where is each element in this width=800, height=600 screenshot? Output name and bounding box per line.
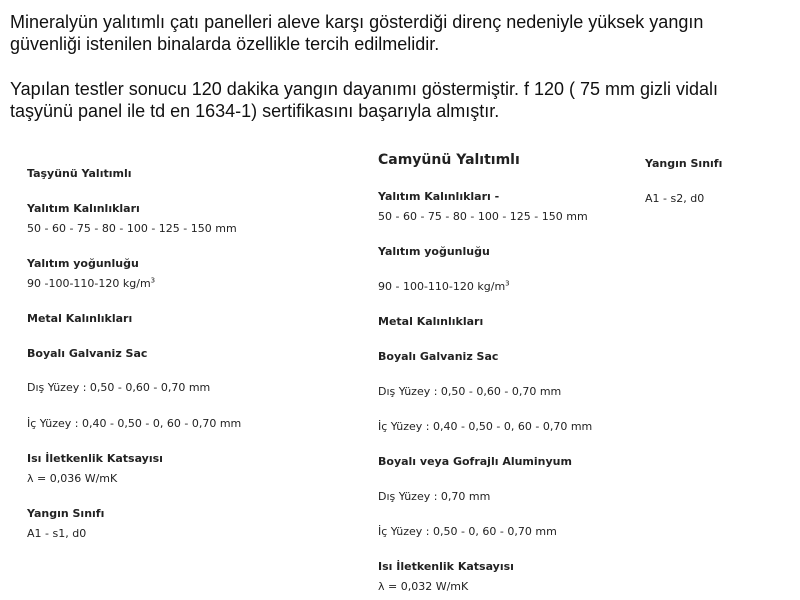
intro-paragraph-1-line-2: güvenliği istenilen binalarda özellikle tercih edilmelidir. [10, 34, 440, 54]
intro-paragraph-2-line-1: Yapılan testler sonucu 120 dakika yangın dayanımı göstermiştir. f 120 ( 75 mm gizli vidalı [10, 79, 719, 99]
glasswool-outer-surface-2: Dış Yüzey : 0,70 mm [378, 490, 491, 503]
intro-paragraph-1-line-1: Mineralyün yalıtımlı çatı panelleri aleve karşı gösterdiği direnç nedeniyle yüksek yangın [10, 12, 704, 32]
rockwool-density-number: 90 -100-110-120 kg/m [27, 277, 151, 290]
glasswool-title: Camyünü Yalıtımlı [378, 152, 520, 168]
glasswool-fire-class-value: A1 - s2, d0 [645, 192, 705, 205]
rockwool-density-value [27, 277, 155, 291]
glasswool-inner-surface: İç Yüzey : 0,40 - 0,50 - 0, 60 - 0,70 mm [378, 420, 593, 433]
glasswool-conductivity-value: λ = 0,032 W/mK [378, 580, 469, 593]
glasswool-outer-surface: Dış Yüzey : 0,50 - 0,60 - 0,70 mm [378, 385, 562, 398]
glasswool-density-value [378, 280, 510, 294]
rockwool-density-label: Yalıtım yoğunluğu [27, 257, 139, 270]
rockwool-outer-surface: Dış Yüzey : 0,50 - 0,60 - 0,70 mm [27, 381, 211, 394]
glasswool-thickness-label: Yalıtım Kalınlıkları - [378, 190, 500, 203]
glasswool-inner-surface-2: İç Yüzey : 0,50 - 0, 60 - 0,70 mm [378, 525, 557, 538]
glasswool-fire-class-label: Yangın Sınıfı [645, 157, 723, 170]
rockwool-sheet-label: Boyalı Galvaniz Sac [27, 347, 148, 360]
glasswool-sheet2-label: Boyalı veya Gofrajlı Aluminyum [378, 455, 572, 468]
rockwool-conductivity-label: Isı İletkenlik Katsayısı [27, 452, 163, 465]
glasswool-density-number: 90 - 100-110-120 kg/m [378, 280, 506, 293]
intro-paragraph-2 [10, 78, 718, 122]
glasswool-conductivity-label: Isı İletkenlik Katsayısı [378, 560, 514, 573]
glasswool-density-superscript: 3 [505, 279, 510, 288]
rockwool-thickness-value: 50 - 60 - 75 - 80 - 100 - 125 - 150 mm [27, 222, 237, 235]
rockwool-metal-label: Metal Kalınlıkları [27, 312, 133, 325]
intro-paragraph-1 [10, 11, 703, 55]
glasswool-metal-label: Metal Kalınlıkları [378, 315, 484, 328]
rockwool-title: Taşyünü Yalıtımlı [27, 167, 132, 180]
glasswool-thickness-value: 50 - 60 - 75 - 80 - 100 - 125 - 150 mm [378, 210, 588, 223]
glasswool-density-label: Yalıtım yoğunluğu [378, 245, 490, 258]
intro-paragraph-2-line-2: taşyünü panel ile td en 1634-1) sertifikasını başarıyla almıştır. [10, 101, 500, 121]
glasswool-sheet-label: Boyalı Galvaniz Sac [378, 350, 499, 363]
rockwool-inner-surface: İç Yüzey : 0,40 - 0,50 - 0, 60 - 0,70 mm [27, 417, 242, 430]
rockwool-density-superscript: 3 [150, 276, 156, 285]
rockwool-fire-class-value: A1 - s1, d0 [27, 527, 87, 540]
rockwool-thickness-label: Yalıtım Kalınlıkları [27, 202, 140, 215]
rockwool-conductivity-value: λ = 0,036 W/mK [27, 472, 118, 485]
rockwool-fire-class-label: Yangın Sınıfı [27, 507, 105, 520]
